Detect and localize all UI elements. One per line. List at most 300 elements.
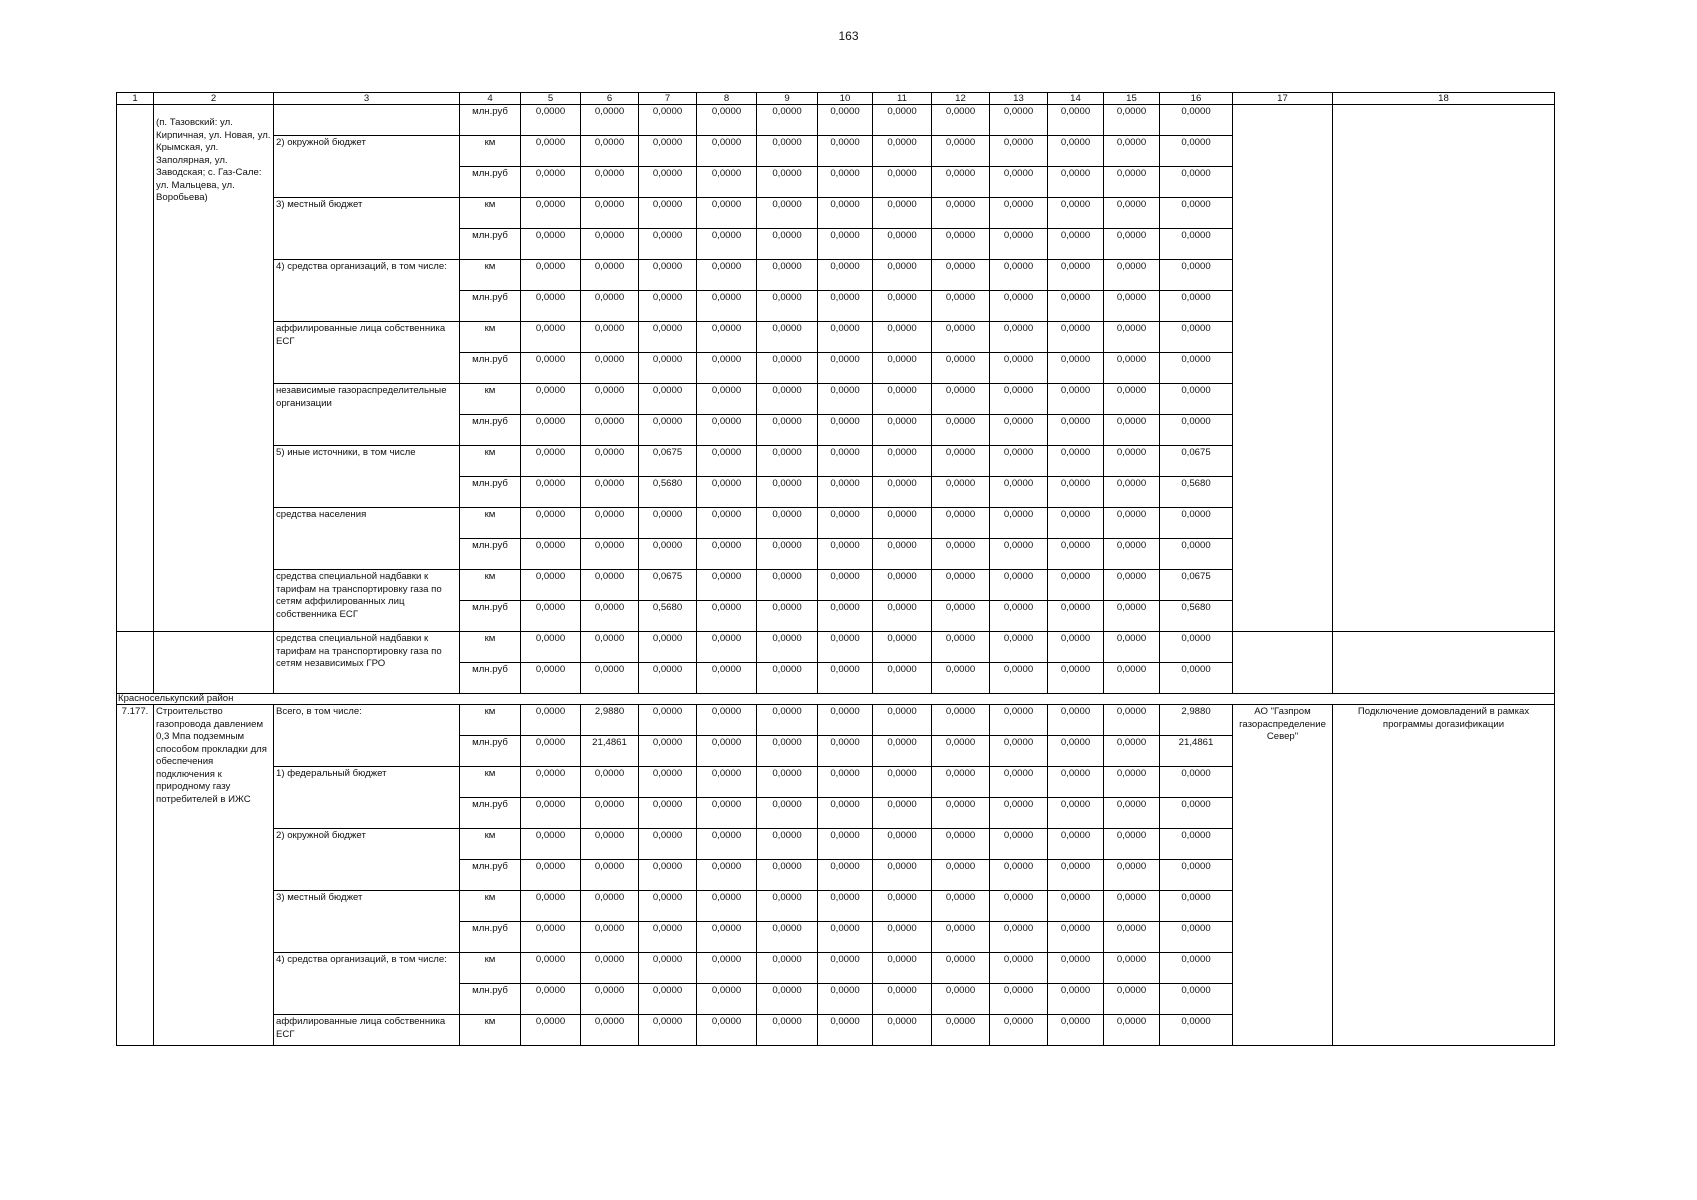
value-cell: 0,0000 <box>639 736 697 767</box>
funding-source-cell: аффилированные лица собственника ЕСГ <box>274 322 460 384</box>
value-cell: 0,0000 <box>1160 384 1233 415</box>
value-cell: 0,0000 <box>697 705 757 736</box>
value-cell: 0,0000 <box>932 663 990 694</box>
organization-cell: АО "Газпром газораспределение Север" <box>1233 705 1333 1046</box>
value-cell: 0,0000 <box>521 632 581 663</box>
row-index-cell <box>117 105 154 632</box>
value-cell: 0,0000 <box>1048 891 1104 922</box>
value-cell: 0,0000 <box>990 767 1048 798</box>
value-cell: 0,0000 <box>697 105 757 136</box>
unit-cell: км <box>460 136 521 167</box>
value-cell: 0,0000 <box>521 829 581 860</box>
value-cell: 0,0000 <box>818 953 873 984</box>
value-cell: 0,0000 <box>757 477 818 508</box>
value-cell: 0,0000 <box>581 291 639 322</box>
value-cell: 0,0000 <box>990 984 1048 1015</box>
value-cell: 0,0000 <box>697 663 757 694</box>
value-cell: 0,0000 <box>818 860 873 891</box>
value-cell: 0,0000 <box>873 446 932 477</box>
value-cell: 0,0000 <box>1160 860 1233 891</box>
unit-cell: км <box>460 1015 521 1046</box>
value-cell: 0,0000 <box>990 384 1048 415</box>
value-cell: 0,0000 <box>873 663 932 694</box>
value-cell: 0,0000 <box>1160 1015 1233 1046</box>
value-cell: 0,0000 <box>1104 922 1160 953</box>
value-cell: 0,0000 <box>932 415 990 446</box>
value-cell: 0,0000 <box>521 105 581 136</box>
value-cell: 0,0000 <box>1160 291 1233 322</box>
value-cell: 0,0000 <box>932 260 990 291</box>
unit-cell: км <box>460 260 521 291</box>
value-cell: 0,0000 <box>639 229 697 260</box>
value-cell: 0,0000 <box>990 632 1048 663</box>
value-cell: 0,0000 <box>639 1015 697 1046</box>
unit-cell: млн.руб <box>460 477 521 508</box>
value-cell: 0,0000 <box>1160 767 1233 798</box>
unit-cell: км <box>460 891 521 922</box>
value-cell: 0,0000 <box>818 736 873 767</box>
value-cell: 0,0000 <box>639 353 697 384</box>
value-cell: 0,0000 <box>1048 353 1104 384</box>
value-cell: 0,0000 <box>873 353 932 384</box>
value-cell: 0,0000 <box>1048 415 1104 446</box>
value-cell: 0,0000 <box>1160 829 1233 860</box>
object-name-cell: (п. Тазовский: ул. Кирпичная, ул. Новая, ул. Крымская, ул. Заполярная, ул. Заводская; с. Газ-Сале: ул. Мальцева, ул. Воробьева) <box>154 105 274 632</box>
value-cell: 0,0000 <box>697 415 757 446</box>
column-number-cell: 2 <box>154 93 274 105</box>
value-cell: 0,0000 <box>639 860 697 891</box>
value-cell: 0,0000 <box>757 291 818 322</box>
value-cell: 0,0000 <box>990 798 1048 829</box>
value-cell: 0,0000 <box>1048 198 1104 229</box>
column-number-cell: 5 <box>521 93 581 105</box>
value-cell: 0,0000 <box>873 705 932 736</box>
value-cell: 0,0000 <box>873 415 932 446</box>
value-cell: 0,0000 <box>1104 891 1160 922</box>
value-cell: 0,0000 <box>818 384 873 415</box>
value-cell: 0,0000 <box>697 829 757 860</box>
object-name-cell <box>154 632 274 694</box>
value-cell: 0,0000 <box>697 322 757 353</box>
value-cell: 0,0000 <box>757 1015 818 1046</box>
value-cell: 0,0000 <box>818 136 873 167</box>
unit-cell: млн.руб <box>460 291 521 322</box>
value-cell: 0,0000 <box>990 260 1048 291</box>
value-cell: 0,0000 <box>1104 446 1160 477</box>
row-index-cell <box>117 632 154 694</box>
value-cell: 0,0000 <box>757 136 818 167</box>
value-cell: 0,0000 <box>818 601 873 632</box>
value-cell: 0,0000 <box>1104 984 1160 1015</box>
value-cell: 0,0000 <box>1104 736 1160 767</box>
value-cell: 0,0000 <box>932 984 990 1015</box>
value-cell: 0,0000 <box>521 767 581 798</box>
unit-cell: млн.руб <box>460 539 521 570</box>
column-number-cell: 17 <box>1233 93 1333 105</box>
value-cell: 0,0000 <box>1048 736 1104 767</box>
value-cell: 0,0000 <box>818 767 873 798</box>
value-cell: 0,0000 <box>932 1015 990 1046</box>
value-cell: 0,0000 <box>818 353 873 384</box>
value-cell: 0,0000 <box>581 198 639 229</box>
value-cell: 0,0000 <box>757 167 818 198</box>
funding-source-cell: средства специальной надбавки к тарифам на транспортировку газа по сетям аффилированных лиц собственника ЕСГ <box>274 570 460 632</box>
value-cell: 0,0000 <box>990 415 1048 446</box>
value-cell: 0,0000 <box>932 291 990 322</box>
unit-cell: млн.руб <box>460 229 521 260</box>
value-cell: 0,0000 <box>697 953 757 984</box>
value-cell: 21,4861 <box>581 736 639 767</box>
unit-cell: млн.руб <box>460 353 521 384</box>
value-cell: 0,0000 <box>818 477 873 508</box>
value-cell: 0,0000 <box>521 798 581 829</box>
value-cell: 0,0000 <box>1048 601 1104 632</box>
value-cell: 0,0000 <box>581 136 639 167</box>
value-cell: 0,0000 <box>818 291 873 322</box>
value-cell: 0,0000 <box>581 446 639 477</box>
value-cell: 0,0000 <box>932 767 990 798</box>
value-cell: 0,0000 <box>1160 136 1233 167</box>
value-cell: 0,0000 <box>1104 477 1160 508</box>
value-cell: 0,0000 <box>1104 601 1160 632</box>
object-name-cell: Строительство газопровода давлением 0,3 Мпа подземным способом прокладки для обеспечения подключения к природному газу потребителей в ИЖС <box>154 705 274 1046</box>
value-cell: 0,0000 <box>1104 260 1160 291</box>
value-cell: 0,0675 <box>1160 446 1233 477</box>
value-cell: 0,0000 <box>757 539 818 570</box>
value-cell: 0,0000 <box>818 984 873 1015</box>
value-cell: 0,0000 <box>697 229 757 260</box>
value-cell: 0,0000 <box>990 353 1048 384</box>
value-cell: 0,0000 <box>1048 508 1104 539</box>
column-number-cell: 15 <box>1104 93 1160 105</box>
unit-cell: км <box>460 446 521 477</box>
value-cell: 0,0000 <box>990 167 1048 198</box>
column-number-cell: 11 <box>873 93 932 105</box>
value-cell: 0,0000 <box>521 736 581 767</box>
value-cell: 0,0000 <box>1048 829 1104 860</box>
value-cell: 0,0000 <box>697 601 757 632</box>
value-cell: 0,0000 <box>873 798 932 829</box>
funding-source-cell: 1) федеральный бюджет <box>274 767 460 829</box>
value-cell: 0,0000 <box>873 601 932 632</box>
value-cell: 0,0000 <box>639 798 697 829</box>
value-cell: 0,0000 <box>521 477 581 508</box>
column-number-cell: 3 <box>274 93 460 105</box>
value-cell: 0,0000 <box>990 829 1048 860</box>
value-cell: 0,0000 <box>932 829 990 860</box>
value-cell: 0,0000 <box>757 353 818 384</box>
unit-cell: км <box>460 632 521 663</box>
section-title: Красноселькупский район <box>117 694 1555 705</box>
value-cell: 0,0000 <box>932 136 990 167</box>
value-cell: 0,0000 <box>818 891 873 922</box>
value-cell: 0,0000 <box>757 736 818 767</box>
unit-cell: км <box>460 767 521 798</box>
value-cell: 0,0000 <box>1104 632 1160 663</box>
value-cell: 0,0000 <box>639 891 697 922</box>
value-cell: 0,0000 <box>990 446 1048 477</box>
value-cell: 0,0000 <box>1160 953 1233 984</box>
value-cell: 0,0000 <box>818 705 873 736</box>
value-cell: 0,0000 <box>873 198 932 229</box>
funding-source-cell: 3) местный бюджет <box>274 891 460 953</box>
value-cell: 0,0000 <box>990 229 1048 260</box>
value-cell: 0,0000 <box>697 446 757 477</box>
value-cell: 0,0000 <box>581 353 639 384</box>
value-cell: 0,0000 <box>581 508 639 539</box>
value-cell: 0,0000 <box>581 767 639 798</box>
value-cell: 0,0000 <box>1048 446 1104 477</box>
value-cell: 0,0000 <box>818 632 873 663</box>
value-cell: 0,0000 <box>1048 539 1104 570</box>
value-cell: 0,0000 <box>757 322 818 353</box>
value-cell: 0,0000 <box>932 798 990 829</box>
value-cell: 0,0000 <box>1160 260 1233 291</box>
value-cell: 0,0000 <box>1160 167 1233 198</box>
value-cell: 0,0000 <box>1104 767 1160 798</box>
value-cell: 0,0000 <box>1104 322 1160 353</box>
value-cell: 0,0000 <box>932 167 990 198</box>
column-number-cell: 8 <box>697 93 757 105</box>
value-cell: 0,0000 <box>1104 570 1160 601</box>
unit-cell: млн.руб <box>460 601 521 632</box>
unit-cell: км <box>460 198 521 229</box>
value-cell: 0,0000 <box>990 705 1048 736</box>
value-cell: 0,0000 <box>873 167 932 198</box>
value-cell: 0,0000 <box>697 570 757 601</box>
value-cell: 0,0000 <box>873 105 932 136</box>
value-cell: 0,0000 <box>697 539 757 570</box>
value-cell: 0,0000 <box>757 415 818 446</box>
value-cell: 0,0000 <box>757 767 818 798</box>
value-cell: 0,0000 <box>581 570 639 601</box>
funding-source-cell: Всего, в том числе: <box>274 705 460 767</box>
value-cell: 0,0000 <box>757 663 818 694</box>
value-cell: 0,0000 <box>581 167 639 198</box>
value-cell: 0,0000 <box>521 663 581 694</box>
value-cell: 0,0000 <box>697 632 757 663</box>
value-cell: 0,0000 <box>581 798 639 829</box>
value-cell: 0,0000 <box>697 798 757 829</box>
value-cell: 0,0000 <box>1160 922 1233 953</box>
value-cell: 0,0000 <box>521 136 581 167</box>
value-cell: 0,0000 <box>697 891 757 922</box>
value-cell: 0,0000 <box>1048 167 1104 198</box>
value-cell: 0,0000 <box>818 539 873 570</box>
unit-cell: млн.руб <box>460 860 521 891</box>
value-cell: 0,0000 <box>757 632 818 663</box>
value-cell: 0,0000 <box>1048 922 1104 953</box>
value-cell: 0,0000 <box>990 570 1048 601</box>
unit-cell: млн.руб <box>460 167 521 198</box>
value-cell: 0,0000 <box>1160 229 1233 260</box>
value-cell: 0,0000 <box>1104 663 1160 694</box>
funding-source-cell: 4) средства организаций, в том числе: <box>274 953 460 1015</box>
value-cell: 0,0000 <box>521 198 581 229</box>
value-cell: 0,0000 <box>581 1015 639 1046</box>
investment-program-table <box>116 92 1555 1046</box>
funding-source-cell: 4) средства организаций, в том числе: <box>274 260 460 322</box>
unit-cell: км <box>460 384 521 415</box>
value-cell: 0,0000 <box>521 415 581 446</box>
value-cell: 0,0000 <box>1160 663 1233 694</box>
value-cell: 0,0000 <box>873 322 932 353</box>
value-cell: 0,0000 <box>757 105 818 136</box>
value-cell: 0,0000 <box>697 291 757 322</box>
value-cell: 0,0000 <box>932 736 990 767</box>
value-cell: 0,0000 <box>1048 260 1104 291</box>
section-row <box>117 694 1555 705</box>
value-cell: 0,0000 <box>1048 384 1104 415</box>
value-cell: 0,0000 <box>581 601 639 632</box>
purpose-cell <box>1333 632 1555 694</box>
unit-cell: млн.руб <box>460 663 521 694</box>
value-cell: 0,0000 <box>581 539 639 570</box>
value-cell: 0,0000 <box>932 891 990 922</box>
value-cell: 0,0000 <box>990 322 1048 353</box>
value-cell: 0,0000 <box>757 829 818 860</box>
value-cell: 0,0000 <box>990 736 1048 767</box>
value-cell: 0,0000 <box>1048 984 1104 1015</box>
value-cell: 0,0000 <box>873 632 932 663</box>
value-cell: 0,0000 <box>1160 415 1233 446</box>
value-cell: 0,0000 <box>697 508 757 539</box>
value-cell: 0,0000 <box>639 322 697 353</box>
value-cell: 0,0000 <box>639 767 697 798</box>
table-row <box>117 105 1555 136</box>
column-number-cell: 12 <box>932 93 990 105</box>
value-cell: 0,0000 <box>757 198 818 229</box>
column-number-cell: 9 <box>757 93 818 105</box>
value-cell: 0,0000 <box>990 601 1048 632</box>
unit-cell: км <box>460 953 521 984</box>
value-cell: 0,0000 <box>521 539 581 570</box>
value-cell: 0,0000 <box>521 953 581 984</box>
unit-cell: млн.руб <box>460 415 521 446</box>
value-cell: 0,0000 <box>581 415 639 446</box>
value-cell: 0,0000 <box>1104 167 1160 198</box>
value-cell: 0,0675 <box>639 570 697 601</box>
purpose-cell <box>1333 105 1555 632</box>
value-cell: 0,0000 <box>1048 705 1104 736</box>
funding-source-cell: средства специальной надбавки к тарифам на транспортировку газа по сетям независимых ГРО <box>274 632 460 694</box>
value-cell: 0,0000 <box>1048 322 1104 353</box>
value-cell: 0,0000 <box>639 632 697 663</box>
funding-source-cell: 3) местный бюджет <box>274 198 460 260</box>
column-number-cell: 7 <box>639 93 697 105</box>
value-cell: 0,0000 <box>1048 953 1104 984</box>
value-cell: 0,0000 <box>757 860 818 891</box>
value-cell: 0,0000 <box>873 570 932 601</box>
value-cell: 0,0000 <box>873 136 932 167</box>
value-cell: 0,0000 <box>1048 798 1104 829</box>
funding-source-cell: 2) окружной бюджет <box>274 136 460 198</box>
unit-cell: млн.руб <box>460 105 521 136</box>
value-cell: 0,0000 <box>1104 415 1160 446</box>
value-cell: 0,0000 <box>932 705 990 736</box>
value-cell: 0,0000 <box>521 291 581 322</box>
value-cell: 0,0000 <box>697 736 757 767</box>
value-cell: 2,9880 <box>1160 705 1233 736</box>
value-cell: 0,5680 <box>639 477 697 508</box>
value-cell: 0,0000 <box>1048 229 1104 260</box>
value-cell: 0,0000 <box>697 1015 757 1046</box>
value-cell: 0,0000 <box>581 860 639 891</box>
value-cell: 0,0000 <box>757 570 818 601</box>
value-cell: 0,0000 <box>818 663 873 694</box>
value-cell: 0,0000 <box>581 260 639 291</box>
value-cell: 0,0000 <box>757 508 818 539</box>
value-cell: 0,0000 <box>521 260 581 291</box>
value-cell: 0,0000 <box>818 570 873 601</box>
column-number-cell: 1 <box>117 93 154 105</box>
column-number-cell: 4 <box>460 93 521 105</box>
value-cell: 0,0000 <box>818 229 873 260</box>
funding-source-cell: аффилированные лица собственника ЕСГ <box>274 1015 460 1046</box>
value-cell: 0,0000 <box>990 922 1048 953</box>
value-cell: 0,0000 <box>1048 663 1104 694</box>
value-cell: 0,0000 <box>1104 136 1160 167</box>
value-cell: 0,0000 <box>697 167 757 198</box>
value-cell: 0,0000 <box>521 229 581 260</box>
value-cell: 0,0000 <box>581 829 639 860</box>
value-cell: 0,0000 <box>1160 539 1233 570</box>
value-cell: 0,0000 <box>1160 105 1233 136</box>
value-cell: 0,0000 <box>521 922 581 953</box>
value-cell: 0,0000 <box>1104 105 1160 136</box>
value-cell: 0,0000 <box>932 860 990 891</box>
value-cell: 0,0000 <box>639 663 697 694</box>
value-cell: 0,0000 <box>932 353 990 384</box>
value-cell: 0,0000 <box>757 953 818 984</box>
value-cell: 0,0000 <box>873 984 932 1015</box>
value-cell: 0,0000 <box>639 198 697 229</box>
value-cell: 0,0000 <box>521 1015 581 1046</box>
value-cell: 0,0000 <box>581 477 639 508</box>
value-cell: 0,0000 <box>697 260 757 291</box>
unit-cell: км <box>460 508 521 539</box>
value-cell: 0,0000 <box>990 891 1048 922</box>
value-cell: 0,0000 <box>521 860 581 891</box>
value-cell: 0,0000 <box>1048 860 1104 891</box>
value-cell: 0,0000 <box>1104 384 1160 415</box>
value-cell: 0,0000 <box>581 953 639 984</box>
value-cell: 0,0000 <box>818 260 873 291</box>
value-cell: 0,5680 <box>1160 601 1233 632</box>
value-cell: 0,0000 <box>818 1015 873 1046</box>
value-cell: 0,0000 <box>697 384 757 415</box>
value-cell: 0,0000 <box>697 353 757 384</box>
value-cell: 0,0000 <box>639 922 697 953</box>
value-cell: 0,0000 <box>818 198 873 229</box>
value-cell: 0,0000 <box>521 570 581 601</box>
unit-cell: млн.руб <box>460 922 521 953</box>
value-cell: 0,0000 <box>1104 539 1160 570</box>
value-cell: 0,0000 <box>1160 984 1233 1015</box>
value-cell: 0,0000 <box>873 736 932 767</box>
value-cell: 0,0000 <box>1104 953 1160 984</box>
value-cell: 0,0000 <box>818 415 873 446</box>
value-cell: 0,0000 <box>639 105 697 136</box>
value-cell: 0,0000 <box>639 829 697 860</box>
value-cell: 0,0000 <box>581 632 639 663</box>
funding-source-cell: 5) иные источники, в том числе <box>274 446 460 508</box>
value-cell: 0,0000 <box>581 984 639 1015</box>
value-cell: 0,0000 <box>697 984 757 1015</box>
value-cell: 0,0000 <box>818 798 873 829</box>
value-cell: 0,0000 <box>990 291 1048 322</box>
value-cell: 0,0000 <box>697 136 757 167</box>
